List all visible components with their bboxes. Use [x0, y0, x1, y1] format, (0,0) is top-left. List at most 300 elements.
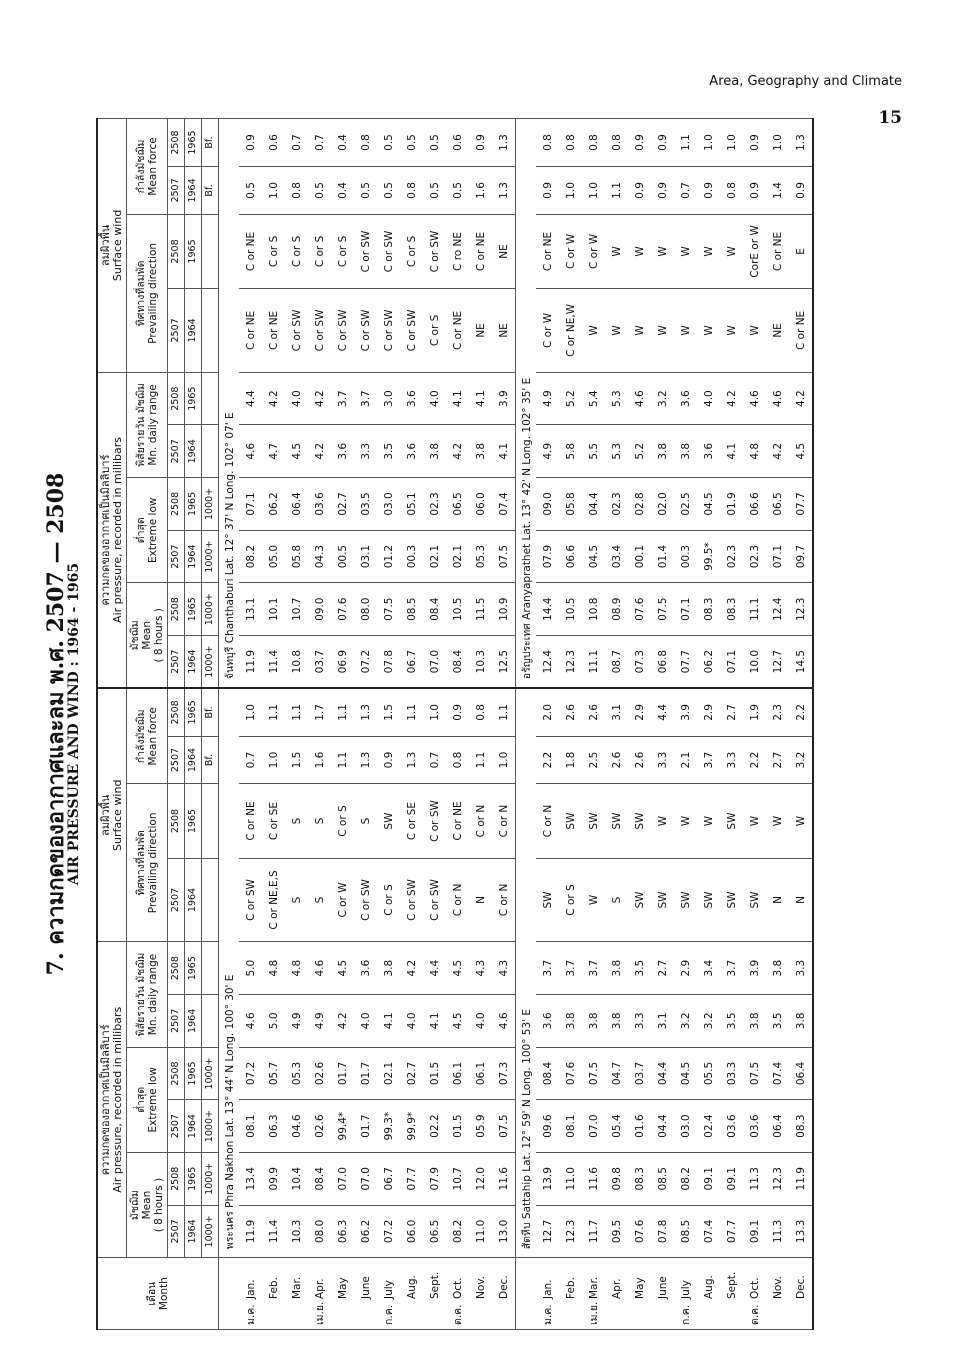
data-cell: 08.3: [789, 1100, 813, 1153]
data-cell: 07.5: [492, 530, 516, 583]
data-cell: 4.5: [331, 942, 354, 995]
data-cell: 4.1: [720, 425, 743, 478]
data-cell: S: [354, 784, 377, 858]
data-cell: 1.9: [743, 688, 766, 736]
surface-wind-thai: ลมผิวพื้น: [99, 794, 112, 836]
table-row: [331, 119, 354, 1330]
data-cell: 99.3*: [377, 1100, 400, 1153]
data-cell: C or SW: [354, 289, 377, 373]
year-be-cell: 2507: [168, 425, 185, 478]
data-cell: 07.4: [492, 478, 516, 531]
year-be-cell: 2508: [168, 688, 185, 736]
table-row: [605, 119, 628, 1330]
data-cell: 3.8: [605, 942, 628, 995]
year-ad-cell: 1964: [185, 636, 202, 689]
data-cell: SW: [651, 858, 674, 942]
data-cell: 11.9: [789, 1152, 813, 1205]
data-cell: 14.4: [536, 583, 559, 636]
force-en: Mean force: [147, 137, 159, 196]
data-cell: 2.9: [628, 688, 651, 736]
data-cell: 12.7: [766, 636, 789, 689]
prevailing-header: [127, 784, 168, 942]
data-cell: W: [628, 214, 651, 288]
station-name-left: พระนคร Phra Nakhon Lat. 13° 44' N Long. 100° 30' E: [219, 688, 240, 1258]
data-cell: 5.8: [559, 425, 582, 478]
data-cell: CorE or W: [743, 214, 766, 288]
data-cell: SW: [674, 858, 697, 942]
table-row: [354, 119, 377, 1330]
month-en: May: [336, 1277, 349, 1299]
data-cell: 13.3: [789, 1205, 813, 1258]
data-cell: W: [674, 289, 697, 373]
year-be-cell: 2507: [168, 1100, 185, 1153]
table-row: [308, 119, 331, 1330]
year-be-cell: 2507: [168, 167, 185, 215]
data-cell: 3.6: [331, 425, 354, 478]
data-cell: 0.8: [720, 167, 743, 215]
year-ad-cell: 1965: [185, 583, 202, 636]
data-cell: 12.3: [766, 1152, 789, 1205]
extreme-en: Extreme low: [147, 1067, 159, 1133]
table-row: [559, 119, 582, 1330]
data-cell: 05.0: [262, 530, 285, 583]
year-be-cell: 2508: [168, 1152, 185, 1205]
data-cell: 11.9: [239, 1205, 262, 1258]
data-cell: 1.1: [605, 167, 628, 215]
surface-wind-header-left: [97, 688, 127, 942]
data-cell: W: [651, 784, 674, 858]
data-cell: C or SW: [354, 214, 377, 288]
data-cell: 12.7: [536, 1205, 559, 1258]
data-cell: 08.4: [423, 583, 446, 636]
data-cell: 2.3: [766, 688, 789, 736]
data-cell: 3.6: [674, 372, 697, 425]
data-cell: 02.2: [423, 1100, 446, 1153]
table-row: [492, 119, 516, 1330]
data-cell: 0.9: [743, 167, 766, 215]
data-cell: 1.1: [492, 688, 516, 736]
data-cell: 03.7: [628, 1047, 651, 1100]
month-header: [97, 1258, 219, 1330]
data-cell: SW: [582, 784, 605, 858]
data-cell: 3.8: [423, 425, 446, 478]
month-cell: [469, 1258, 492, 1330]
air-pressure-en: Air pressure, recorded in millibars: [111, 437, 124, 623]
data-cell: C or SE: [400, 784, 423, 858]
data-cell: 4.8: [743, 425, 766, 478]
data-cell: 06.0: [469, 478, 492, 531]
force-header: [127, 688, 168, 784]
data-cell: 0.7: [239, 736, 262, 784]
year-ad-cell: 1965: [185, 1047, 202, 1100]
month-en: July: [680, 1280, 692, 1299]
unit-cell: Bf.: [202, 688, 219, 736]
year-ad-cell: 1964: [185, 530, 202, 583]
data-cell: C or N: [446, 858, 469, 942]
data-cell: 0.5: [377, 119, 400, 167]
data-cell: 06.0: [400, 1205, 423, 1258]
unit-cell: 1000+: [202, 1047, 219, 1100]
data-cell: 09.1: [697, 1152, 720, 1205]
data-cell: 4.0: [423, 372, 446, 425]
data-cell: 1.0: [697, 119, 720, 167]
table-title-english: AIR PRESSURE AND WIND : 1964 - 1965: [66, 562, 82, 886]
data-cell: 99.9*: [400, 1100, 423, 1153]
table-row: [423, 119, 446, 1330]
data-cell: 08.0: [354, 583, 377, 636]
year-be-cell: 2508: [168, 1047, 185, 1100]
data-cell: 4.6: [308, 942, 331, 995]
range-header: [127, 372, 168, 477]
unit-cell: Bf.: [202, 736, 219, 784]
data-cell: 4.6: [628, 372, 651, 425]
month-en: July: [383, 1280, 395, 1299]
data-cell: 01.6: [628, 1100, 651, 1153]
data-cell: 12.5: [492, 636, 516, 689]
month-cell: [582, 1258, 605, 1330]
data-cell: 12.3: [559, 636, 582, 689]
data-cell: C or NE: [789, 289, 813, 373]
month-cell: [446, 1258, 469, 1330]
data-cell: C ro NE: [446, 214, 469, 288]
mean-en: Mean: [141, 1190, 153, 1220]
month-thai: ต.ค.: [749, 1304, 761, 1325]
data-cell: 0.8: [400, 167, 423, 215]
data-cell: 10.8: [582, 583, 605, 636]
table-row: [789, 119, 813, 1330]
month-cell: [239, 1258, 262, 1330]
force-header: [127, 119, 168, 215]
data-cell: W: [743, 289, 766, 373]
surface-wind-header-right: [97, 119, 127, 373]
extreme-thai: ต่ำสุด: [135, 1086, 147, 1113]
table-row: [285, 119, 308, 1330]
data-cell: 00.1: [628, 530, 651, 583]
data-cell: 06.5: [423, 1205, 446, 1258]
data-cell: 1.3: [492, 119, 516, 167]
table-row: [628, 119, 651, 1330]
data-cell: 4.1: [469, 372, 492, 425]
month-cell: [377, 1258, 400, 1330]
data-cell: 0.5: [423, 119, 446, 167]
unit-cell: 1000+: [202, 1100, 219, 1153]
data-cell: 3.5: [628, 942, 651, 995]
data-cell: 2.9: [674, 942, 697, 995]
data-cell: 2.5: [582, 736, 605, 784]
month-cell: [559, 1258, 582, 1330]
data-cell: 11.3: [743, 1152, 766, 1205]
extreme-header: [127, 1047, 168, 1152]
data-cell: 07.5: [743, 1047, 766, 1100]
data-cell: 03.6: [743, 1100, 766, 1153]
data-cell: 12.3: [789, 583, 813, 636]
month-en: Oct.: [452, 1277, 464, 1299]
data-cell: 4.2: [308, 425, 331, 478]
prevailing-header: [127, 214, 168, 372]
data-cell: 06.1: [446, 1047, 469, 1100]
data-cell: 1.1: [331, 736, 354, 784]
data-cell: 4.2: [720, 372, 743, 425]
data-cell: 02.0: [651, 478, 674, 531]
data-cell: 5.0: [239, 942, 262, 995]
data-cell: W: [674, 784, 697, 858]
data-cell: C or S: [262, 214, 285, 288]
data-cell: C or S: [285, 214, 308, 288]
data-cell: 10.3: [469, 636, 492, 689]
table-row: [674, 119, 697, 1330]
data-cell: SW: [628, 784, 651, 858]
data-cell: 3.6: [400, 425, 423, 478]
month-en: Mar.: [588, 1276, 600, 1299]
table-row: [651, 119, 674, 1330]
data-cell: 11.5: [469, 583, 492, 636]
data-cell: 1.1: [469, 736, 492, 784]
mean-header: [127, 1152, 168, 1257]
data-cell: 04.5: [697, 478, 720, 531]
data-cell: 04.4: [651, 1047, 674, 1100]
data-cell: C or SW: [400, 289, 423, 373]
data-cell: 1.1: [400, 688, 423, 736]
data-cell: W: [651, 289, 674, 373]
data-cell: C or S: [308, 214, 331, 288]
data-cell: 4.8: [285, 942, 308, 995]
data-cell: 3.8: [377, 942, 400, 995]
year-ad-cell: 1965: [185, 688, 202, 736]
data-cell: 08.1: [559, 1100, 582, 1153]
data-cell: 99.4*: [331, 1100, 354, 1153]
year-ad-cell: 1965: [185, 784, 202, 858]
data-cell: 07.1: [766, 530, 789, 583]
data-cell: C or NE: [446, 289, 469, 373]
data-cell: 03.6: [720, 1100, 743, 1153]
data-cell: 4.2: [262, 372, 285, 425]
data-cell: 03.1: [354, 530, 377, 583]
station-row: [516, 119, 537, 1330]
data-cell: 09.8: [605, 1152, 628, 1205]
data-cell: 00.3: [400, 530, 423, 583]
data-cell: 3.3: [628, 995, 651, 1048]
data-cell: 10.5: [446, 583, 469, 636]
data-cell: 01.5: [446, 1100, 469, 1153]
data-cell: 3.0: [377, 372, 400, 425]
data-cell: 11.6: [492, 1152, 516, 1205]
data-cell: 08.3: [628, 1152, 651, 1205]
data-cell: 4.3: [469, 942, 492, 995]
table-row: [377, 119, 400, 1330]
month-en: Dec.: [794, 1275, 807, 1299]
year-ad-cell: 1965: [185, 119, 202, 167]
month-cell: [628, 1258, 651, 1330]
data-cell: S: [308, 784, 331, 858]
data-cell: 4.6: [239, 425, 262, 478]
month-cell: [743, 1258, 766, 1330]
data-cell: C or NE: [446, 784, 469, 858]
data-cell: NE: [492, 214, 516, 288]
data-cell: 4.7: [262, 425, 285, 478]
data-cell: 09.7: [789, 530, 813, 583]
data-cell: 07.7: [400, 1152, 423, 1205]
data-cell: W: [651, 214, 674, 288]
data-cell: C or W: [582, 214, 605, 288]
station-name-right: อรัญประเทศ Aranyaprathet Lat. 13° 42' N Long. 102° 35' E: [516, 119, 537, 689]
data-cell: 1.3: [400, 736, 423, 784]
data-cell: 4.1: [446, 372, 469, 425]
data-cell: SW: [628, 858, 651, 942]
data-cell: 0.5: [400, 119, 423, 167]
data-cell: 4.0: [285, 372, 308, 425]
data-cell: 11.9: [239, 636, 262, 689]
data-cell: 05.8: [559, 478, 582, 531]
data-cell: 03.6: [308, 478, 331, 531]
data-cell: 06.7: [377, 1152, 400, 1205]
data-cell: NE: [492, 289, 516, 373]
mean-thai: มัชฌิม: [129, 620, 141, 651]
data-cell: C or SW: [377, 289, 400, 373]
data-cell: 10.4: [285, 1152, 308, 1205]
data-cell: 07.3: [492, 1047, 516, 1100]
year-be-cell: 2508: [168, 942, 185, 995]
unit-cell: [202, 289, 219, 373]
data-cell: C or SE: [262, 784, 285, 858]
data-cell: 1.5: [377, 688, 400, 736]
data-cell: C or N: [469, 784, 492, 858]
data-cell: 4.0: [697, 372, 720, 425]
data-cell: 0.8: [605, 119, 628, 167]
air-pressure-thai: ความกดของอากาศเป็นมิลลิบาร์: [99, 1024, 112, 1176]
data-cell: 10.9: [492, 583, 516, 636]
data-cell: 4.5: [446, 995, 469, 1048]
data-cell: 1.0: [492, 736, 516, 784]
data-cell: 4.5: [285, 425, 308, 478]
data-cell: 0.8: [469, 688, 492, 736]
data-cell: 06.2: [262, 478, 285, 531]
data-cell: 3.3: [651, 736, 674, 784]
data-cell: 0.4: [331, 119, 354, 167]
data-cell: 12.4: [536, 636, 559, 689]
data-cell: 1.8: [559, 736, 582, 784]
data-cell: 02.3: [605, 478, 628, 531]
year-ad-cell: 1965: [185, 478, 202, 531]
data-cell: 06.3: [331, 1205, 354, 1258]
data-cell: 01.7: [331, 1047, 354, 1100]
year-be-cell: 2508: [168, 583, 185, 636]
range-en: Mn. daily range: [147, 953, 159, 1036]
unit-cell: 1000+: [202, 478, 219, 531]
month-en: Feb.: [564, 1277, 577, 1299]
data-cell: 02.3: [720, 530, 743, 583]
data-cell: C or S: [423, 289, 446, 373]
data-cell: 04.5: [582, 530, 605, 583]
month-en: May: [633, 1277, 646, 1299]
mean-hours: ( 8 hours ): [153, 1177, 165, 1233]
table-title-thai: 7. ความกดของอากาศและลม พ.ศ. 2507 — 2508: [43, 472, 69, 976]
data-cell: 0.9: [239, 119, 262, 167]
data-cell: 06.4: [285, 478, 308, 531]
data-cell: 0.6: [446, 119, 469, 167]
data-cell: 08.7: [605, 636, 628, 689]
month-en: Dec.: [497, 1275, 510, 1299]
data-cell: 4.2: [766, 425, 789, 478]
data-cell: 08.3: [697, 583, 720, 636]
data-cell: 3.5: [377, 425, 400, 478]
data-cell: 0.5: [308, 167, 331, 215]
data-cell: 08.5: [400, 583, 423, 636]
data-cell: 06.1: [469, 1047, 492, 1100]
month-en: Jan.: [245, 1279, 257, 1299]
data-cell: 4.1: [423, 995, 446, 1048]
data-cell: 10.8: [285, 636, 308, 689]
data-cell: 0.9: [697, 167, 720, 215]
data-cell: 07.4: [766, 1047, 789, 1100]
table-row: [582, 119, 605, 1330]
year-be-cell: 2508: [168, 784, 185, 858]
data-cell: 02.5: [674, 478, 697, 531]
month-en: Apr.: [314, 1278, 326, 1299]
data-cell: 02.3: [743, 530, 766, 583]
year-ad-cell: 1964: [185, 1205, 202, 1258]
year-be-cell: 2507: [168, 858, 185, 942]
data-cell: 10.3: [285, 1205, 308, 1258]
data-cell: 12.0: [469, 1152, 492, 1205]
data-cell: 07.2: [239, 1047, 262, 1100]
year-be-cell: 2508: [168, 478, 185, 531]
data-cell: 0.9: [743, 119, 766, 167]
data-cell: C or SW: [423, 214, 446, 288]
data-cell: W: [605, 289, 628, 373]
data-cell: 3.6: [354, 942, 377, 995]
data-cell: 07.5: [651, 583, 674, 636]
data-cell: 08.1: [239, 1100, 262, 1153]
station-row: [219, 119, 240, 1330]
data-cell: 1.6: [469, 167, 492, 215]
data-cell: 01.5: [423, 1047, 446, 1100]
data-cell: 08.5: [651, 1152, 674, 1205]
force-en: Mean force: [147, 707, 159, 766]
month-cell: [262, 1258, 285, 1330]
data-cell: W: [582, 289, 605, 373]
month-cell: [492, 1258, 516, 1330]
data-cell: 10.5: [559, 583, 582, 636]
data-cell: 3.7: [697, 736, 720, 784]
data-cell: 4.9: [536, 372, 559, 425]
data-cell: 06.6: [559, 530, 582, 583]
data-cell: 3.8: [743, 995, 766, 1048]
unit-cell: Bf.: [202, 119, 219, 167]
data-cell: 3.6: [697, 425, 720, 478]
data-cell: 07.5: [582, 1047, 605, 1100]
data-cell: 06.8: [651, 636, 674, 689]
data-cell: 04.3: [308, 530, 331, 583]
data-cell: 3.1: [605, 688, 628, 736]
unit-cell: [202, 372, 219, 425]
data-cell: 07.0: [354, 1152, 377, 1205]
data-cell: 3.7: [536, 942, 559, 995]
data-cell: 06.4: [766, 1100, 789, 1153]
data-cell: 5.3: [605, 372, 628, 425]
data-cell: 01.4: [651, 530, 674, 583]
data-cell: 4.4: [239, 372, 262, 425]
data-cell: W: [720, 289, 743, 373]
data-cell: 02.6: [308, 1047, 331, 1100]
year-be-cell: 2507: [168, 1205, 185, 1258]
data-cell: W: [697, 784, 720, 858]
data-cell: SW: [720, 784, 743, 858]
data-cell: 4.6: [492, 995, 516, 1048]
year-ad-cell: 1964: [185, 425, 202, 478]
station-name-right: จันทบุรี Chanthaburi Lat. 12° 37' N Long. 102° 07' E: [219, 119, 240, 689]
data-cell: 1.0: [559, 167, 582, 215]
data-cell: 02.1: [423, 530, 446, 583]
